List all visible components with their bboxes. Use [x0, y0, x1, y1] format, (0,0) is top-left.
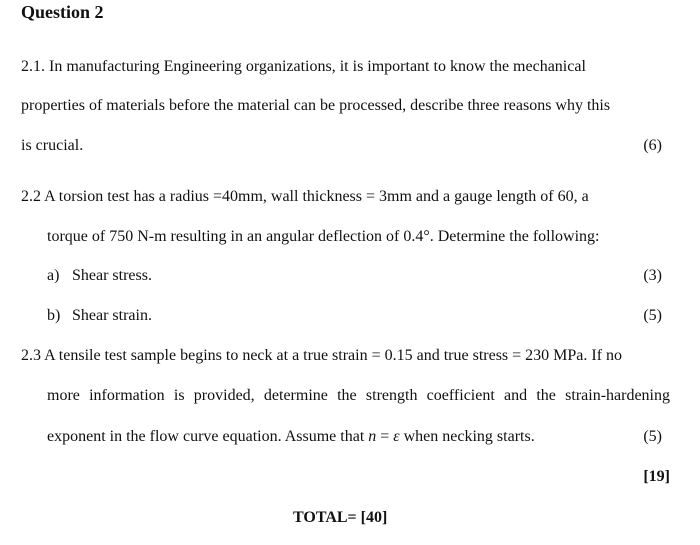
- section-total: [19]: [643, 468, 670, 485]
- q2-2-line-2: torque of 750 N-m resulting in an angular deflection of 0.4°. Determine the following:: [47, 228, 600, 245]
- q2-3-line-3-pre: exponent in the flow curve equation. Assume that: [47, 428, 369, 445]
- q2-3-line-2: more information is provided, determine the strength coefficient and the strain-hardening: [47, 387, 670, 404]
- q2-3-line-3-post: when necking starts.: [399, 428, 535, 445]
- question-heading: Question 2: [21, 2, 104, 22]
- n-symbol: n: [368, 428, 377, 445]
- q2-3-line-1: 2.3 A tensile test sample begins to neck at a true strain = 0.15 and true stress = 230 MPa. If no: [21, 347, 623, 364]
- q2-2-a-label: a): [47, 267, 60, 284]
- q2-2-line-1: 2.2 A torsion test has a radius =40mm, wall thickness = 3mm and a gauge length of 60, a: [21, 188, 589, 205]
- q2-3-marks: (5): [643, 428, 662, 445]
- overall-total: TOTAL= [40]: [293, 509, 388, 526]
- epsilon-symbol: ε: [393, 428, 400, 445]
- q2-2-b-label: b): [47, 307, 61, 324]
- q2-1-marks: (6): [643, 137, 662, 154]
- q2-1-line-1: 2.1. In manufacturing Engineering organizations, it is important to know the mechanical: [21, 58, 586, 75]
- q2-2-a-marks: (3): [643, 267, 662, 284]
- q2-2-b-text: Shear strain.: [72, 307, 152, 324]
- q2-2-b-marks: (5): [643, 307, 662, 324]
- q2-1-line-2: properties of materials before the material can be processed, describe three reasons why this: [21, 97, 611, 114]
- q2-3-line-3: [47, 427, 535, 447]
- q2-1-line-3: is crucial.: [21, 137, 84, 154]
- q2-2-a-text: Shear stress.: [72, 267, 152, 284]
- equals-sign: =: [376, 428, 394, 445]
